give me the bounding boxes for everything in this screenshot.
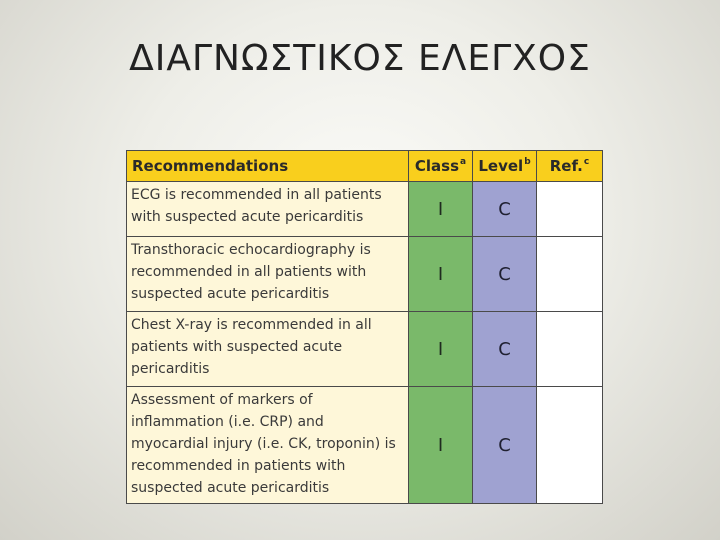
ref-value: [537, 387, 603, 504]
recommendation-text: Assessment of markers of inflammation (i.e. CRP) and myocardial injury (i.e. CK, troponin) is recommended in patients with suspected acute pericarditis: [127, 387, 409, 504]
class-value: I: [409, 387, 473, 504]
level-value: C: [473, 237, 537, 312]
recommendation-text: Transthoracic echocardiography is recommended in all patients with suspected acute pericarditis: [127, 237, 409, 312]
header-class-superscript: a: [460, 157, 467, 167]
header-recommendations: Recommendations: [127, 151, 409, 182]
recommendation-text: Chest X-ray is recommended in all patients with suspected acute pericarditis: [127, 312, 409, 387]
ref-value: [537, 182, 603, 237]
table-row: [127, 182, 603, 237]
class-value: I: [409, 182, 473, 237]
header-level-superscript: b: [524, 157, 531, 167]
recommendations-table: [126, 150, 603, 504]
header-ref-superscript: c: [583, 157, 590, 167]
level-value: C: [473, 182, 537, 237]
table-header-row: [127, 151, 603, 182]
level-value: C: [473, 312, 537, 387]
ref-value: [537, 312, 603, 387]
header-level: Level$^b$: [473, 151, 537, 182]
header-class: Class$^a$: [409, 151, 473, 182]
recommendation-text: ECG is recommended in all patients with suspected acute pericarditis: [127, 182, 409, 237]
table-row: [127, 312, 603, 387]
header-ref: Ref.$^c$: [537, 151, 603, 182]
table-row: [127, 237, 603, 312]
ref-value: [537, 237, 603, 312]
class-value: I: [409, 312, 473, 387]
slide-title: ΔΙΑΓΝΩΣΤΙΚΟΣ ΕΛΕΓΧΟΣ: [129, 38, 591, 79]
class-value: I: [409, 237, 473, 312]
level-value: C: [473, 387, 537, 504]
table-row: [127, 387, 603, 504]
